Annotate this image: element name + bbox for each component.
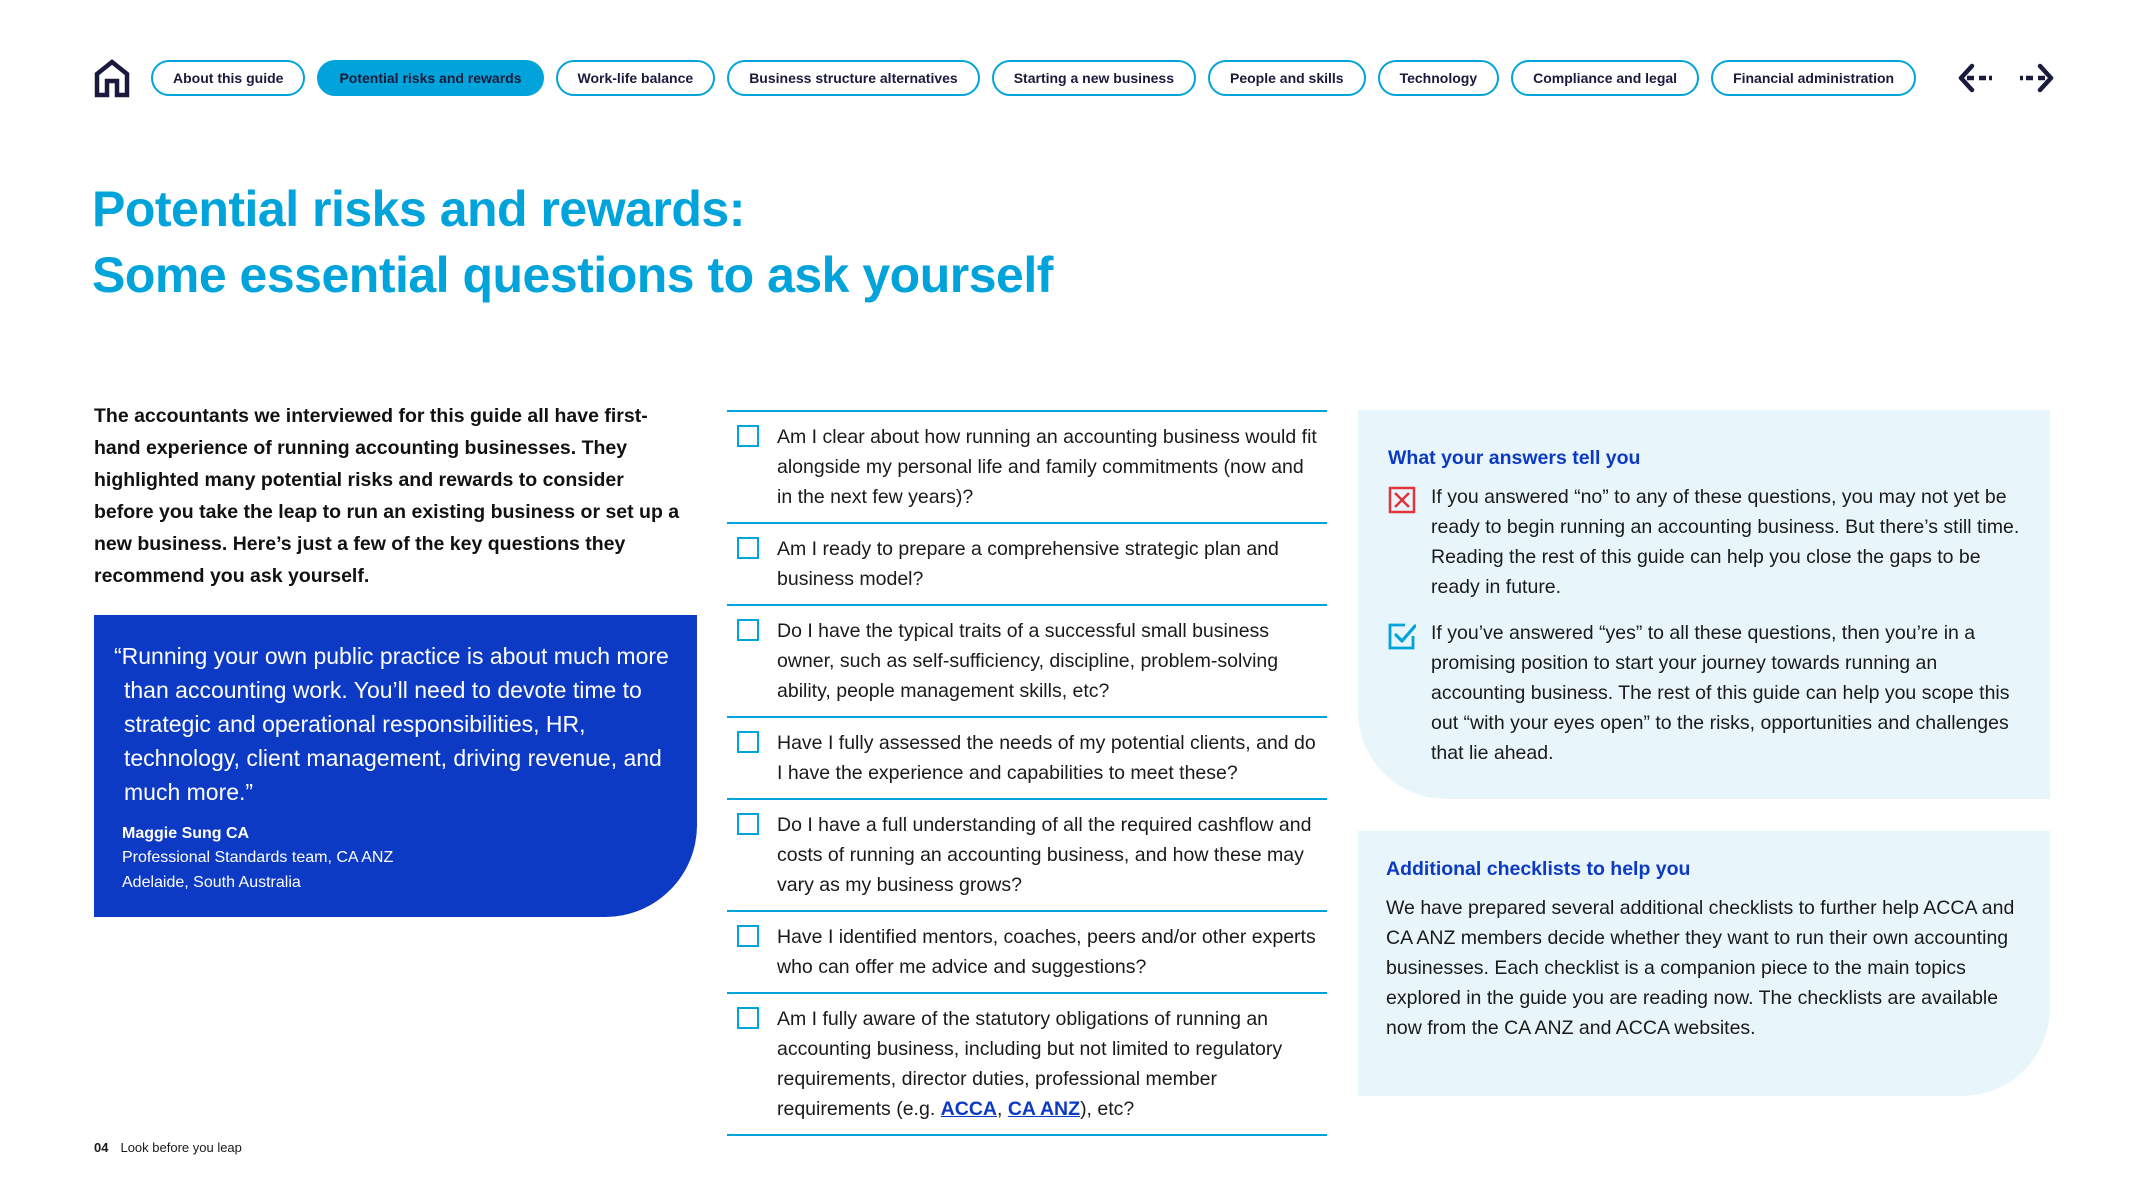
answer-no <box>1388 482 2020 602</box>
checked-box-icon <box>1388 622 1416 650</box>
page-footer <box>94 1140 242 1155</box>
checklist-item-text: Do I have a full understanding of all the required cashflow and costs of running an accounting business, and how these may vary as my business grows? <box>777 814 1312 896</box>
arrow-left-icon[interactable] <box>1958 62 1994 94</box>
tab-technology[interactable]: Technology <box>1378 60 1500 96</box>
tab-financial-administration[interactable]: Financial administration <box>1711 60 1916 96</box>
checklist-item <box>727 718 1327 800</box>
checklist-item-text: Am I ready to prepare a comprehensive strategic plan and business model? <box>777 538 1279 590</box>
section-tabs <box>151 60 1916 96</box>
quote-author-location: Adelaide, South Australia <box>122 874 301 891</box>
checklist-item <box>727 994 1327 1136</box>
footer-title: Look before you leap <box>120 1140 242 1155</box>
page-title-line2: Some essential questions to ask yourself <box>92 247 1053 303</box>
tab-work-life-balance[interactable]: Work-life balance <box>556 60 716 96</box>
checklist-item-text: Have I identified mentors, coaches, peers and/or other experts who can offer me advice and suggestions? <box>777 926 1316 978</box>
checkbox[interactable] <box>737 731 759 753</box>
checklist-item-text: Am I clear about how running an accounting business would fit alongside my personal life and family commitments (now and in the next few years)? <box>777 426 1317 508</box>
checklists-panel-heading: Additional checklists to help you <box>1386 858 1691 880</box>
tab-business-structure-alternatives[interactable]: Business structure alternatives <box>727 60 980 96</box>
checklist-item-text-after: ), etc? <box>1080 1098 1135 1120</box>
answer-no-text: If you answered “no” to any of these questions, you may not yet be ready to begin running an accounting business. But there’s still time. Reading the rest of this guide can help you close the gaps to be ready in future. <box>1431 486 2020 598</box>
checklist-item-text <box>777 1008 1282 1120</box>
quote-box <box>94 615 697 917</box>
answer-yes-text: If you’ve answered “yes” to all these questions, then you’re in a promising position to start your journey towards running an accounting business. The rest of this guide can help you scope this out “with your eyes open” to the risks, opportunities and challenges that lie ahead. <box>1431 622 2010 764</box>
answers-panel <box>1358 410 2050 799</box>
checklists-panel-body: We have prepared several additional checklists to further help ACCA and CA ANZ members decide whether they want to run their own accounting businesses. Each checklist is a companion piece to the main topics explored in the guide you are reading now. The checklists are available now from the CA ANZ and ACCA websites. <box>1386 897 2015 1039</box>
checkbox[interactable] <box>737 925 759 947</box>
quote-text: “Running your own public practice is about much more than accounting work. You’ll need to devote time to strategic and operational responsibilities, HR, technology, client management, driving revenue, and much more.” <box>114 643 669 805</box>
tab-about-this-guide[interactable]: About this guide <box>151 60 305 96</box>
tab-potential-risks-and-rewards[interactable]: Potential risks and rewards <box>317 60 543 96</box>
link-separator: , <box>997 1098 1008 1120</box>
checklist-item <box>727 606 1327 718</box>
additional-checklists-panel <box>1358 831 2050 1096</box>
checkbox[interactable] <box>737 619 759 641</box>
checkbox[interactable] <box>737 1007 759 1029</box>
page-number: 04 <box>94 1140 109 1155</box>
checklist-item <box>727 524 1327 606</box>
tab-people-and-skills[interactable]: People and skills <box>1208 60 1366 96</box>
checkbox[interactable] <box>737 537 759 559</box>
checklist-item <box>727 412 1327 524</box>
checkbox[interactable] <box>737 425 759 447</box>
quote-author-role: Professional Standards team, CA ANZ <box>122 849 394 866</box>
checklist-item <box>727 800 1327 912</box>
home-icon[interactable] <box>94 58 130 98</box>
checkbox[interactable] <box>737 813 759 835</box>
tab-compliance-and-legal[interactable]: Compliance and legal <box>1511 60 1699 96</box>
quote-author-name: Maggie Sung CA <box>122 825 250 842</box>
checklist-item-text: Do I have the typical traits of a successful small business owner, such as self-sufficiency, discipline, problem-solving ability, people management skills, etc? <box>777 620 1279 702</box>
answers-panel-heading: What your answers tell you <box>1388 447 1641 469</box>
checklist-item-text: Have I fully assessed the needs of my potential clients, and do I have the experience and capabilities to meet these? <box>777 732 1316 784</box>
top-nav <box>94 58 2064 102</box>
ca-anz-link[interactable]: CA ANZ <box>1007 1098 1081 1120</box>
page-title <box>92 176 1053 308</box>
intro-paragraph: The accountants we interviewed for this guide all have first-hand experience of running accounting businesses. They highlighted many potential risks and rewards to consider before you take the leap to run an existing business or set up a new business. Here’s just a few of the key questions they recommend you ask yourself. <box>94 405 680 587</box>
arrow-right-icon[interactable] <box>2018 62 2054 94</box>
crossed-box-icon <box>1388 486 1416 514</box>
tab-starting-a-new-business[interactable]: Starting a new business <box>992 60 1196 96</box>
acca-link[interactable]: ACCA <box>940 1098 997 1120</box>
checklist-item-text-before: Am I fully aware of the statutory obligations of running an accounting business, including but not limited to regulatory requirements, director duties, professional member requirements (e.g. <box>777 1008 1283 1120</box>
checklist-item <box>727 912 1327 994</box>
page-title-line1: Potential risks and rewards: <box>92 181 745 237</box>
question-checklist <box>727 410 1327 1136</box>
answer-yes <box>1388 618 2020 768</box>
